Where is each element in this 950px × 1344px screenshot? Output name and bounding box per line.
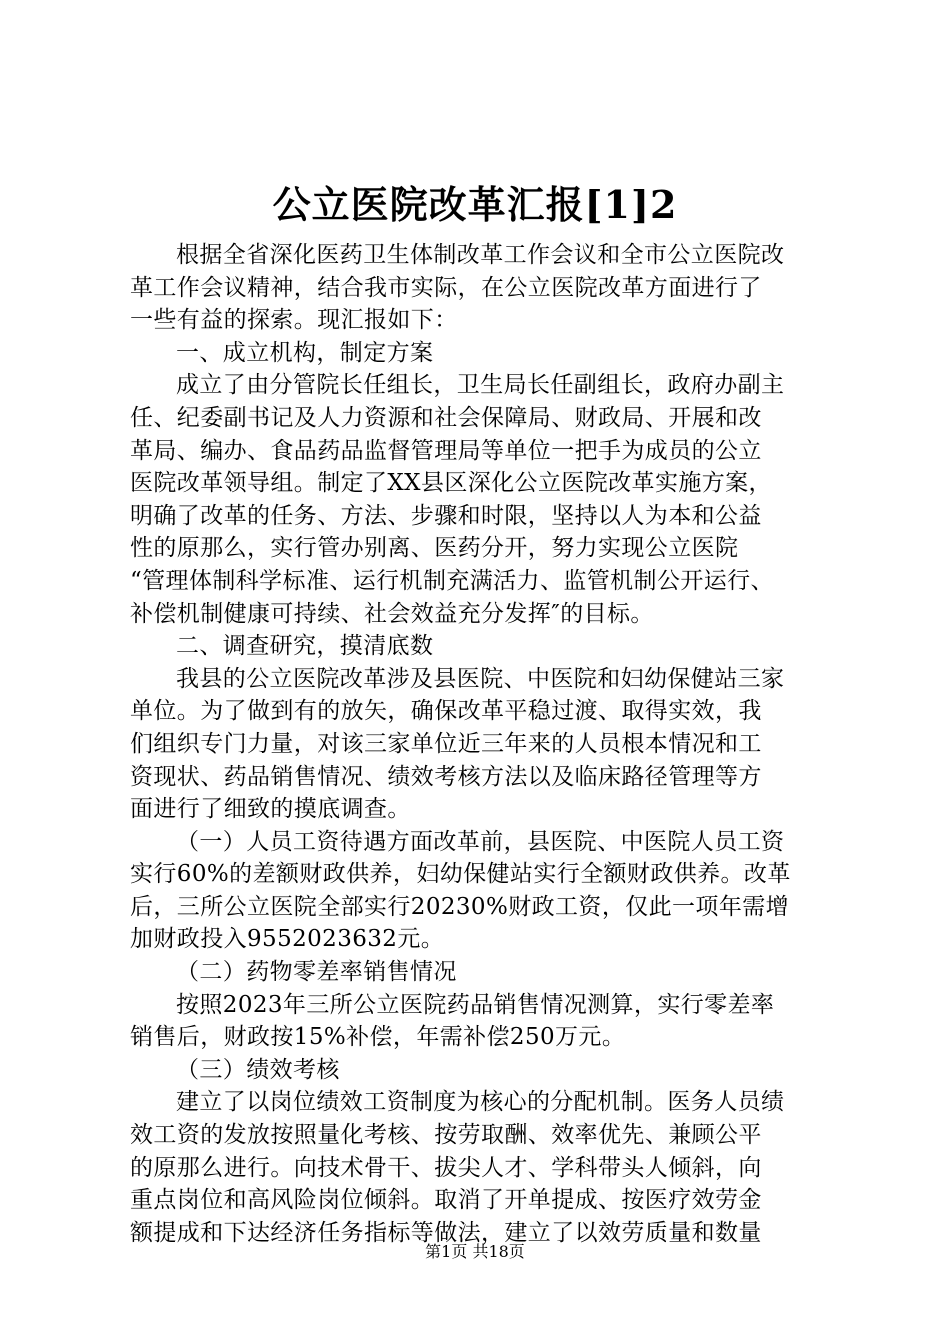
body-line: 加财政投入9552023632元。 (130, 926, 445, 953)
body-line: 革局、编办、食品药品监督管理局等单位一把手为成员的公立 (130, 437, 762, 464)
body-line: 们组织专门力量，对该三家单位近三年来的人员根本情况和工 (130, 730, 762, 757)
body-line: （三）绩效考核 (176, 1056, 340, 1083)
body-line: 建立了以岗位绩效工资制度为核心的分配机制。医务人员绩 (176, 1089, 785, 1116)
body-line: 重点岗位和高风险岗位倾斜。取消了开单提成、按医疗效劳金 (130, 1187, 762, 1214)
body-line: 一、成立机构，制定方案 (176, 339, 434, 366)
document-title: 公立医院改革汇报[1]2 (272, 182, 678, 227)
body-line: 额提成和下达经济任务指标等做法，建立了以效劳质量和数量 (130, 1219, 762, 1246)
body-line: 面进行了细致的摸底调查。 (130, 796, 411, 823)
document-body (130, 239, 840, 1249)
body-line: 补偿机制健康可持续、社会效益充分发挥″的目标。 (130, 600, 654, 627)
body-line: 效工资的发放按照量化考核、按劳取酬、效率优先、兼顾公平 (130, 1122, 762, 1149)
body-line: 我县的公立医院改革涉及县医院、中医院和妇幼保健站三家 (176, 665, 785, 692)
body-line: （一）人员工资待遇方面改革前，县医院、中医院人员工资 (176, 828, 785, 855)
body-line: 革工作会议精神，结合我市实际，在公立医院改革方面进行了 (130, 274, 762, 301)
body-line: 后，三所公立医院全部实行20230%财政工资，仅此一项年需增 (130, 893, 790, 920)
body-line: 资现状、药品销售情况、绩效考核方法以及临床路径管理等方 (130, 763, 762, 790)
body-line: 的原那么进行。向技术骨干、拔尖人才、学科带头人倾斜，向 (130, 1154, 762, 1181)
body-line: 销售后，财政按15%补偿，年需补偿250万元。 (130, 1024, 626, 1051)
page-footer: 第1页 共18页 (425, 1242, 525, 1261)
body-line: 任、纪委副书记及人力资源和社会保障局、财政局、开展和改 (130, 404, 762, 431)
body-line: 根据全省深化医药卫生体制改革工作会议和全市公立医院改 (176, 242, 785, 268)
body-line: 一些有益的探索。现汇报如下： (130, 307, 458, 334)
body-line: “管理体制科学标准、运行机制充满活力、监管机制公开运行、 (130, 567, 774, 594)
body-line: 二、调查研究，摸清底数 (176, 633, 434, 660)
body-line: 性的原那么，实行管办别离、医药分开，努力实现公立医院 (130, 535, 739, 562)
body-line: （二）药物零差率销售情况 (176, 959, 457, 986)
body-line: 成立了由分管院长任组长，卫生局长任副组长，政府办副主 (176, 372, 785, 399)
body-line: 明确了改革的任务、方法、步骤和时限，坚持以人为本和公益 (130, 502, 762, 529)
body-line: 实行60%的差额财政供养，妇幼保健站实行全额财政供养。改革 (130, 861, 791, 888)
body-line: 按照2023年三所公立医院药品销售情况测算，实行零差率 (176, 991, 775, 1018)
body-line: 单位。为了做到有的放矢，确保改革平稳过渡、取得实效，我 (130, 698, 762, 725)
body-line: 医院改革领导组。制定了XX县区深化公立医院改革实施方案， (130, 470, 772, 497)
